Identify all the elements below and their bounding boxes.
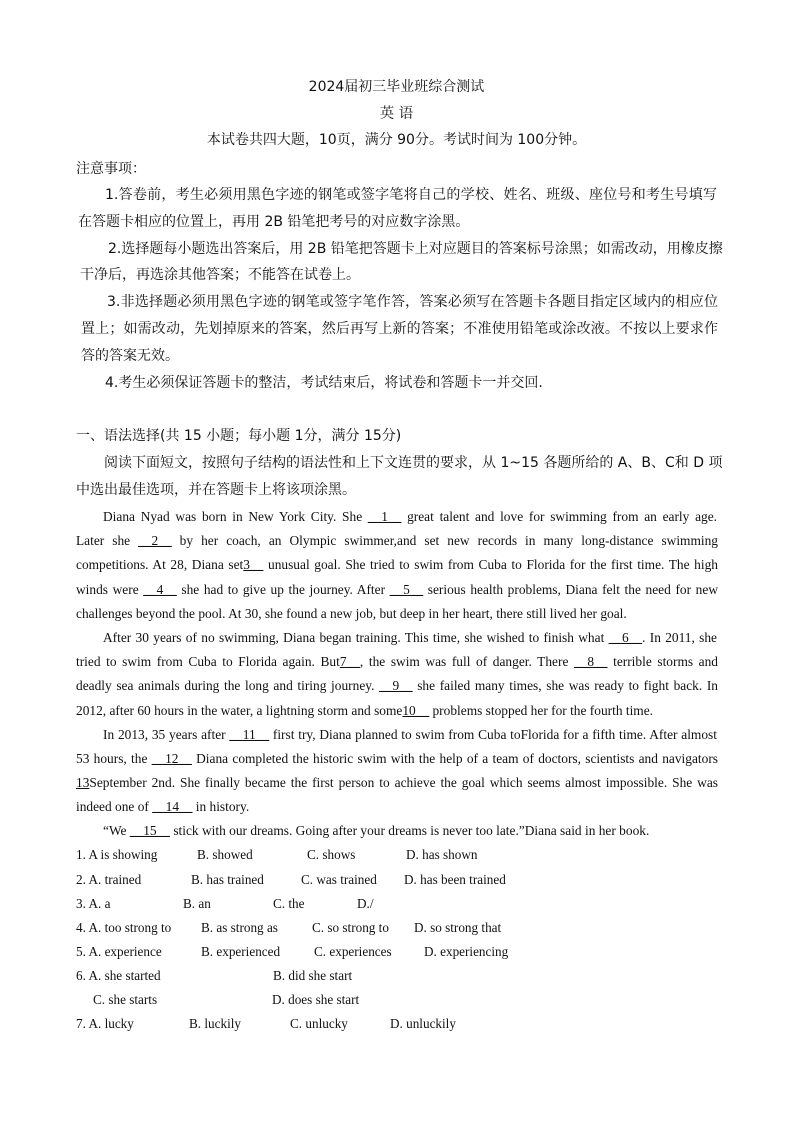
- passage-text: she had to give up the journey. After: [176, 582, 390, 597]
- blank-4[interactable]: __4__: [143, 582, 177, 597]
- option-4d[interactable]: D. so strong that: [414, 920, 502, 935]
- passage-text: stick with our dreams. Going after your dreams is never too late.”Diana said in her book.: [169, 823, 650, 838]
- passage-text: great talent and love for swimming from an early age.: [401, 509, 717, 524]
- passage-text: indeed one of: [76, 799, 153, 814]
- passage-text: deadly sea animals during the long and tiring journey.: [76, 678, 380, 693]
- option-6c[interactable]: C. she starts: [93, 992, 158, 1007]
- passage-text: challenges beyond the pool. At 30, she found a new job, but deep in her heart, there still lived her goal.: [76, 606, 627, 621]
- passage-text: problems stopped her for the fourth time.: [429, 703, 654, 718]
- blank-6[interactable]: __6__: [608, 630, 643, 645]
- option-1a[interactable]: 1. A is showing: [76, 847, 158, 862]
- passage-text: , the swim was full of danger. There: [359, 654, 575, 669]
- passage-text: tried to swim from Cuba to Florida again. But: [76, 654, 340, 669]
- passage-text: Later she: [76, 533, 139, 548]
- option-3c[interactable]: C. the: [273, 896, 305, 911]
- blank-8[interactable]: __8__: [574, 654, 608, 669]
- option-1c[interactable]: C. shows: [307, 847, 356, 862]
- notice-line-5: 3.非选择题必须用黑色字迹的钢笔或签字笔作答，答案必须写在答题卡各题目指定区域内的相应位: [107, 294, 718, 310]
- passage-line: [103, 509, 717, 525]
- notice-line-8: 4.考生必须保证答题卡的整洁，考试结束后，将试卷和答题卡一并交回.: [105, 375, 543, 391]
- blank-7[interactable]: 7__: [339, 654, 360, 669]
- passage-line: [76, 678, 718, 694]
- exam-title: 2024届初三毕业班综合测试: [308, 79, 485, 95]
- passage-text: by her coach, an Olympic swimmer,and set new records in many long-distance swimming: [171, 533, 718, 548]
- passage-text: competitions. At 28, Diana set: [76, 557, 244, 572]
- option-6b[interactable]: B. did she start: [273, 968, 353, 983]
- passage-line: [103, 823, 745, 839]
- passage-text: 53 hours, the: [76, 751, 152, 766]
- option-1b[interactable]: B. showed: [197, 847, 253, 862]
- blank-9[interactable]: __9__: [379, 678, 413, 693]
- option-6d[interactable]: D. does she start: [272, 992, 360, 1007]
- option-3a[interactable]: 3. A. a: [76, 896, 111, 911]
- blank-2[interactable]: __2__: [138, 533, 172, 548]
- option-7d[interactable]: D. unluckily: [390, 1016, 456, 1031]
- passage-line: [76, 654, 718, 670]
- notice-line-4: 干净后，再选涂其他答案；不能答在试卷上。: [80, 267, 360, 283]
- option-6a[interactable]: 6. A. she started: [76, 968, 161, 983]
- passage-text: In 2013, 35 years after: [103, 727, 230, 742]
- blank-13[interactable]: 13: [76, 775, 90, 790]
- passage-text: winds were: [76, 582, 144, 597]
- notice-line-3: 2.选择题每小题选出答案后，用 2B 铅笔把答题卡上对应题目的答案标号涂黑；如需改动，用橡皮擦: [108, 241, 723, 257]
- notice-line-1: 1.答卷前，考生必须用黑色字迹的钢笔或签字笔将自己的学校、姓名、班级、座位号和考生号填写: [105, 187, 717, 203]
- passage-text: terrible storms and: [607, 654, 718, 669]
- passage-text: unusual goal. She tried to swim from Cuba to Florida for the first time. The high: [263, 557, 718, 572]
- blank-1[interactable]: __1__: [367, 509, 402, 524]
- option-7a[interactable]: 7. A. lucky: [76, 1016, 134, 1031]
- blank-15[interactable]: __15__: [129, 823, 170, 838]
- blank-5[interactable]: __5__: [389, 582, 424, 597]
- option-2a[interactable]: 2. A. trained: [76, 872, 142, 887]
- option-5d[interactable]: D. experiencing: [424, 944, 509, 959]
- passage-line: [76, 533, 718, 549]
- blank-10[interactable]: 10__: [402, 703, 430, 718]
- passage-text: After 30 years of no swimming, Diana began training. This time, she wished to finish what: [103, 630, 609, 645]
- passage-line: [76, 799, 718, 815]
- passage-text: . In 2011, she: [642, 630, 717, 645]
- passage-text: Diana completed the historic swim with the help of a team of doctors, scientists and navigators: [191, 751, 718, 766]
- option-5c[interactable]: C. experiences: [314, 944, 392, 959]
- section-1-instruction-2: 中选出最佳选项，并在答题卡上将该项涂黑。: [76, 482, 356, 498]
- blank-11[interactable]: __11__: [229, 727, 270, 742]
- passage-text: September 2nd. She finally became the first person to achieve the goal which seems almost impossible. She was: [89, 775, 718, 790]
- section-1-instruction-1: 阅读下面短文，按照句子结构的语法性和上下文连贯的要求，从 1~15 各题所给的 A、B、C和 D 项: [104, 455, 723, 471]
- passage-line: [76, 582, 718, 598]
- option-2b[interactable]: B. has trained: [191, 872, 264, 887]
- option-7b[interactable]: B. luckily: [189, 1016, 242, 1031]
- notice-line-2: 在答题卡相应的位置上，再用 2B 铅笔把考号的对应数字涂黑。: [78, 214, 470, 230]
- passage-text: in history.: [192, 799, 250, 814]
- option-7c[interactable]: C. unlucky: [290, 1016, 348, 1031]
- passage-text: Diana Nyad was born in New York City. She: [103, 509, 368, 524]
- passage-text: she failed many times, she was ready to fight back. In: [412, 678, 718, 693]
- passage-line: [76, 557, 718, 573]
- blank-12[interactable]: __12__: [151, 751, 192, 766]
- subject-title: 英 语: [379, 106, 414, 122]
- option-1d[interactable]: D. has shown: [406, 847, 478, 862]
- notice-line-7: 答的答案无效。: [81, 348, 179, 364]
- passage-text: 2012, after 60 hours in the water, a lightning storm and some: [76, 703, 403, 718]
- option-5a[interactable]: 5. A. experience: [76, 944, 162, 959]
- passage-text: serious health problems, Diana felt the need for new: [423, 582, 718, 597]
- option-4b[interactable]: B. as strong as: [201, 920, 278, 935]
- option-2c[interactable]: C. was trained: [301, 872, 377, 887]
- blank-14[interactable]: __14__: [152, 799, 193, 814]
- passage-line: [76, 775, 718, 791]
- option-4c[interactable]: C. so strong to: [312, 920, 389, 935]
- notice-line-6: 置上；如需改动，先划掉原来的答案，然后再写上新的答案；不准使用铅笔或涂改液。不按以上要求作: [81, 321, 718, 337]
- notice-heading: 注意事项：: [76, 161, 146, 177]
- option-2d[interactable]: D. has been trained: [404, 872, 506, 887]
- passage-text: first try, Diana planned to swim from Cuba toFlorida for a fifth time. After almost: [269, 727, 717, 742]
- exam-info: 本试卷共四大题，10页，满分 90分。考试时间为 100分钟。: [206, 132, 587, 148]
- option-5b[interactable]: B. experienced: [201, 944, 281, 959]
- option-3d[interactable]: D./: [357, 896, 374, 911]
- section-1-heading: 一、语法选择(共 15 小题；每小题 1分，满分 15分): [76, 428, 402, 444]
- option-4a[interactable]: 4. A. too strong to: [76, 920, 172, 935]
- passage-line: [103, 630, 717, 646]
- passage-line: [76, 703, 718, 719]
- option-3b[interactable]: B. an: [183, 896, 211, 911]
- passage-line: [76, 606, 718, 622]
- passage-line: [103, 727, 717, 743]
- blank-3[interactable]: 3__: [243, 557, 264, 572]
- passage-text: “We: [103, 823, 130, 838]
- passage-line: [76, 751, 718, 767]
